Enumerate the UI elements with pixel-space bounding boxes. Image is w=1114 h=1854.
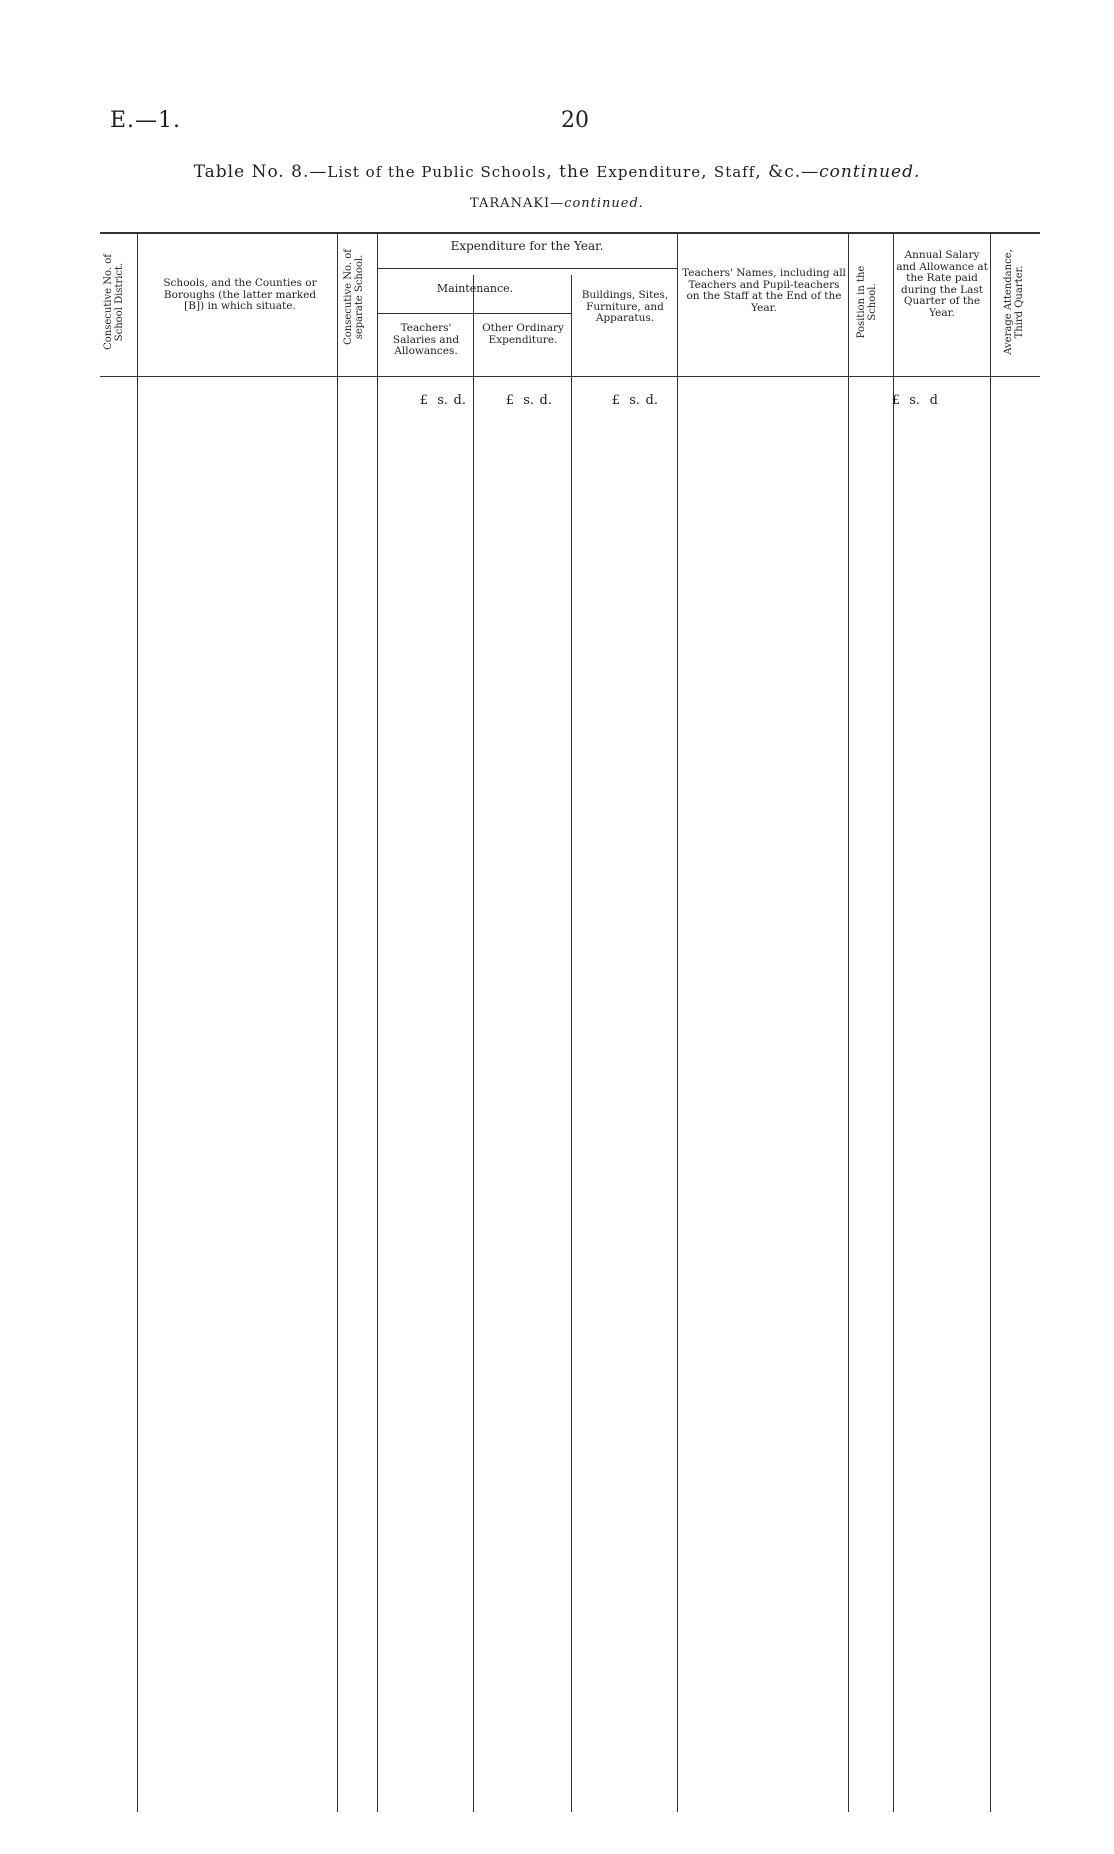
header-schools: Schools, and the Counties or Boroughs (the latter marked [B]) in which situate. <box>163 277 317 312</box>
header-teachers: Teachers' Names, including all Teachers and Pupil-teachers on the Staff at the End of the Year. <box>682 267 846 314</box>
subtitle-region: TARANAKI— <box>470 196 565 211</box>
expenditure-rule <box>377 268 677 269</box>
table-body <box>100 392 1040 1812</box>
table-subtitle <box>0 196 1114 211</box>
maintenance-rule <box>377 313 571 314</box>
title-part: continued. <box>819 162 921 182</box>
title-part: Public Schools <box>421 163 547 181</box>
header-maintenance: Maintenance. <box>436 282 514 295</box>
header-buildings: Buildings, Sites, Furniture, and Apparatus. <box>581 289 669 324</box>
header-average: Average Attendance, Third Quarter. <box>1003 249 1025 355</box>
header-salaries: Teachers' Salaries and Allowances. <box>392 322 460 357</box>
table-title <box>0 162 1114 182</box>
header-district-no: Consecutive No. of School District. <box>103 254 125 350</box>
title-part: Expenditure <box>596 163 702 181</box>
header-top-rule <box>100 232 1040 234</box>
header-other: Other Ordinary Expenditure. <box>482 322 564 346</box>
header-annual: Annual Salary and Allowance at the Rate paid during the Last Quarter of the Year. <box>896 249 988 319</box>
page-code: E.—1. <box>110 108 182 133</box>
subtitle-continued: continued. <box>564 196 644 211</box>
title-part: , the <box>546 162 597 182</box>
title-part: Staff <box>713 163 756 181</box>
title-part: , <box>701 162 714 182</box>
header-bottom-rule <box>100 376 1040 377</box>
title-part: Table No. 8.— <box>193 162 328 182</box>
title-part: , &c.— <box>755 162 820 182</box>
title-part: List of the <box>327 163 422 181</box>
header-sep-no: Consecutive No. of separate School. <box>343 249 365 345</box>
page-number: 20 <box>561 108 589 133</box>
units-row: £ s. d. £ s. d. £ s. d. £ s. d <box>419 393 938 408</box>
header-expenditure: Expenditure for the Year. <box>450 239 604 253</box>
header-position: Position in the School. <box>856 265 878 339</box>
